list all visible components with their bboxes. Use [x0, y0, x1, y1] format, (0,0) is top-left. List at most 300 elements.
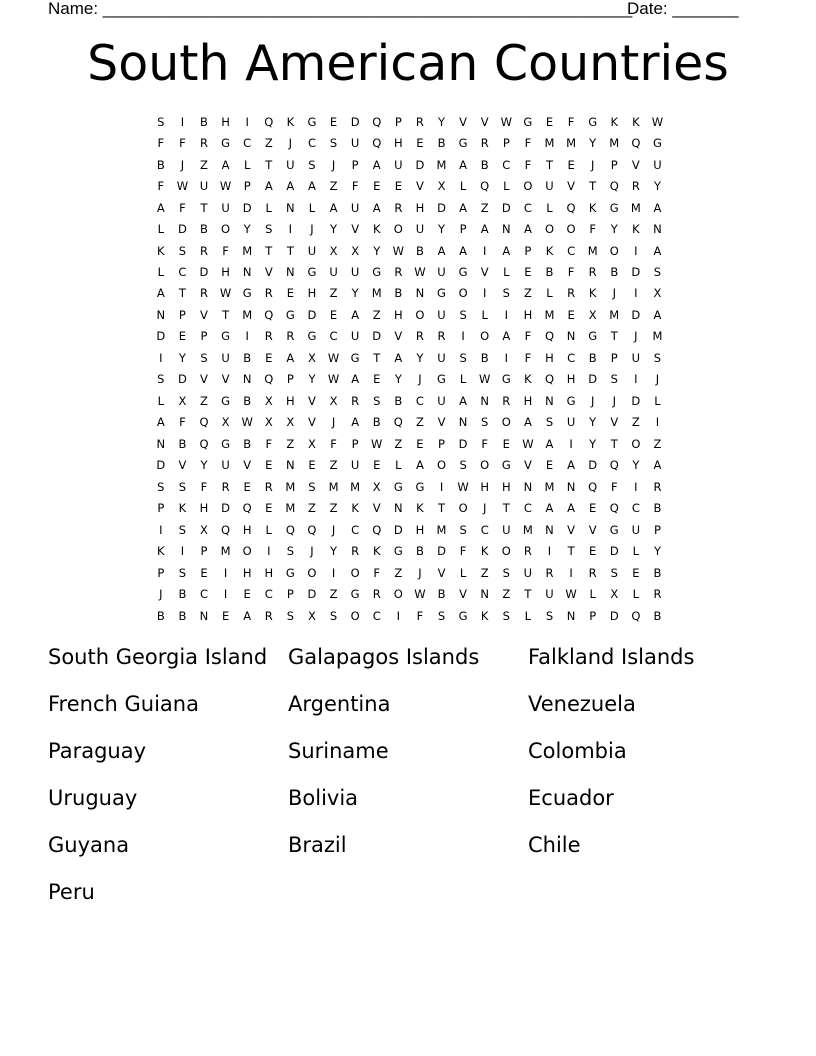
grid-cell[interactable]: E [373, 458, 381, 473]
grid-cell[interactable]: Y [373, 243, 381, 258]
grid-cell[interactable]: A [502, 329, 511, 344]
grid-cell[interactable]: A [523, 415, 532, 430]
grid-cell[interactable]: C [307, 136, 316, 151]
grid-cell[interactable]: A [437, 243, 446, 258]
grid-cell[interactable]: Q [264, 307, 274, 322]
grid-cell[interactable]: B [394, 393, 403, 408]
grid-cell[interactable]: G [221, 436, 231, 451]
grid-cell[interactable]: W [219, 179, 232, 194]
grid-cell[interactable]: A [545, 436, 554, 451]
grid-cell[interactable]: A [459, 243, 468, 258]
grid-cell[interactable]: Q [609, 179, 619, 194]
grid-cell[interactable]: J [310, 222, 314, 237]
grid-cell[interactable]: D [307, 587, 317, 602]
grid-cell[interactable]: B [394, 286, 403, 301]
grid-cell[interactable]: C [631, 501, 640, 516]
grid-cell[interactable]: G [285, 565, 295, 580]
grid-cell[interactable]: I [655, 415, 660, 430]
grid-cell[interactable]: Z [372, 307, 381, 322]
grid-cell[interactable]: V [243, 458, 252, 473]
grid-cell[interactable]: U [437, 307, 446, 322]
grid-cell[interactable]: M [285, 479, 296, 494]
grid-cell[interactable]: W [651, 114, 664, 129]
grid-cell[interactable]: O [501, 415, 511, 430]
grid-cell[interactable]: G [588, 329, 598, 344]
grid-cell[interactable]: C [351, 522, 360, 537]
grid-cell[interactable]: F [157, 179, 165, 194]
grid-cell[interactable]: H [286, 393, 295, 408]
grid-cell[interactable]: O [609, 243, 619, 258]
grid-cell[interactable]: F [567, 265, 575, 280]
grid-cell[interactable]: O [501, 544, 511, 559]
grid-cell[interactable]: L [265, 200, 272, 215]
grid-cell[interactable]: L [157, 393, 164, 408]
grid-cell[interactable]: D [631, 307, 641, 322]
grid-cell[interactable]: C [329, 329, 338, 344]
grid-cell[interactable]: J [331, 415, 336, 430]
grid-cell[interactable]: Q [199, 436, 209, 451]
grid-cell[interactable]: M [630, 200, 641, 215]
grid-cell[interactable]: Q [307, 522, 317, 537]
grid-cell[interactable]: V [610, 415, 619, 430]
grid-cell[interactable]: J [590, 393, 595, 408]
grid-cell[interactable]: I [569, 436, 573, 451]
grid-cell[interactable]: W [500, 114, 512, 129]
grid-cell[interactable]: S [502, 565, 510, 580]
grid-cell[interactable]: V [437, 565, 446, 580]
grid-cell[interactable]: X [329, 393, 338, 408]
grid-cell[interactable]: D [393, 522, 403, 537]
grid-cell[interactable]: V [437, 415, 446, 430]
grid-cell[interactable]: R [653, 479, 662, 494]
grid-cell[interactable]: O [523, 179, 533, 194]
grid-cell[interactable]: S [502, 608, 510, 623]
grid-cell[interactable]: A [308, 179, 316, 194]
grid-cell[interactable]: R [264, 479, 273, 494]
grid-cell[interactable]: C [199, 587, 208, 602]
grid-cell[interactable]: U [566, 415, 576, 430]
grid-cell[interactable]: E [545, 458, 554, 473]
grid-cell[interactable]: T [610, 436, 618, 451]
grid-cell[interactable]: R [351, 393, 360, 408]
grid-cell[interactable]: D [501, 200, 511, 215]
grid-cell[interactable]: T [178, 286, 186, 301]
grid-cell[interactable]: T [545, 157, 553, 172]
grid-cell[interactable]: P [157, 565, 165, 580]
grid-cell[interactable]: I [504, 307, 508, 322]
grid-cell[interactable]: Y [438, 114, 446, 129]
grid-cell[interactable]: E [286, 286, 294, 301]
grid-cell[interactable]: X [437, 179, 446, 194]
grid-cell[interactable]: H [307, 286, 317, 301]
grid-cell[interactable]: W [176, 179, 189, 194]
grid-cell[interactable]: U [523, 565, 533, 580]
grid-cell[interactable]: M [436, 522, 447, 537]
grid-cell[interactable]: G [393, 544, 403, 559]
grid-cell[interactable]: M [652, 329, 663, 344]
grid-cell[interactable]: A [653, 458, 662, 473]
grid-cell[interactable]: L [157, 265, 164, 280]
grid-cell[interactable]: L [503, 265, 510, 280]
grid-cell[interactable]: S [653, 350, 662, 365]
grid-cell[interactable]: R [588, 265, 597, 280]
grid-cell[interactable]: W [219, 286, 232, 301]
grid-cell[interactable]: Z [502, 587, 511, 602]
grid-cell[interactable]: O [436, 458, 447, 473]
grid-cell[interactable]: Z [308, 501, 316, 516]
grid-cell[interactable]: Y [351, 286, 359, 301]
grid-cell[interactable]: S [157, 114, 165, 129]
grid-cell[interactable]: O [480, 329, 490, 344]
grid-cell[interactable]: S [459, 522, 467, 537]
grid-cell[interactable]: F [179, 136, 186, 151]
grid-cell[interactable]: T [373, 350, 381, 365]
grid-cell[interactable]: F [524, 329, 532, 344]
grid-cell[interactable]: F [179, 200, 186, 215]
grid-cell[interactable]: M [242, 243, 253, 258]
grid-cell[interactable]: Q [285, 522, 295, 537]
grid-cell[interactable]: O [458, 501, 468, 516]
grid-cell[interactable]: V [308, 415, 316, 430]
grid-cell[interactable]: Q [372, 522, 382, 537]
grid-cell[interactable]: U [199, 179, 209, 194]
grid-cell[interactable]: E [632, 565, 640, 580]
grid-cell[interactable]: G [221, 136, 231, 151]
grid-cell[interactable]: Y [178, 350, 186, 365]
grid-cell[interactable]: A [459, 200, 468, 215]
grid-cell[interactable]: K [524, 372, 532, 387]
grid-cell[interactable]: D [437, 544, 446, 559]
grid-cell[interactable]: N [480, 393, 489, 408]
grid-cell[interactable]: D [609, 608, 619, 623]
grid-cell[interactable]: U [653, 157, 662, 172]
grid-cell[interactable]: L [503, 179, 510, 194]
grid-cell[interactable]: G [652, 136, 662, 151]
grid-cell[interactable]: D [199, 265, 209, 280]
grid-cell[interactable]: A [653, 307, 662, 322]
grid-cell[interactable]: N [286, 458, 295, 473]
grid-cell[interactable]: N [242, 265, 252, 280]
grid-cell[interactable]: J [418, 565, 422, 580]
grid-cell[interactable]: K [480, 544, 489, 559]
grid-cell[interactable]: B [588, 350, 597, 365]
grid-cell[interactable]: B [178, 436, 187, 451]
grid-cell[interactable]: N [501, 222, 511, 237]
grid-cell[interactable]: N [545, 522, 554, 537]
grid-cell[interactable]: F [222, 243, 229, 258]
grid-cell[interactable]: R [588, 565, 597, 580]
grid-cell[interactable]: J [590, 157, 595, 172]
grid-cell[interactable]: N [566, 479, 576, 494]
grid-cell[interactable]: J [180, 157, 185, 172]
grid-cell[interactable]: H [221, 265, 230, 280]
grid-cell[interactable]: Y [632, 458, 640, 473]
grid-cell[interactable]: S [178, 479, 187, 494]
grid-cell[interactable]: B [653, 501, 662, 516]
grid-cell[interactable]: Q [631, 136, 641, 151]
grid-cell[interactable]: V [372, 501, 381, 516]
grid-cell[interactable]: G [437, 372, 446, 387]
grid-cell[interactable]: M [587, 243, 598, 258]
grid-cell[interactable]: T [222, 307, 230, 322]
grid-cell[interactable]: L [459, 565, 467, 580]
grid-cell[interactable]: E [545, 114, 554, 129]
grid-cell[interactable]: E [265, 350, 273, 365]
grid-cell[interactable]: T [589, 179, 597, 194]
grid-cell[interactable]: O [631, 436, 641, 451]
grid-cell[interactable]: U [307, 243, 317, 258]
grid-cell[interactable]: I [504, 350, 508, 365]
grid-cell[interactable]: V [567, 522, 576, 537]
grid-cell[interactable]: K [632, 222, 640, 237]
grid-cell[interactable]: H [394, 136, 403, 151]
grid-cell[interactable]: J [634, 329, 638, 344]
grid-cell[interactable]: R [394, 200, 403, 215]
grid-cell[interactable]: S [459, 350, 467, 365]
grid-cell[interactable]: L [265, 522, 272, 537]
grid-cell[interactable]: G [501, 372, 511, 387]
grid-cell[interactable]: E [373, 372, 381, 387]
grid-cell[interactable]: E [221, 608, 230, 623]
grid-cell[interactable]: D [242, 200, 252, 215]
grid-cell[interactable]: Q [199, 415, 209, 430]
grid-cell[interactable]: W [522, 436, 534, 451]
grid-cell[interactable]: M [220, 544, 231, 559]
grid-cell[interactable]: X [286, 415, 295, 430]
grid-cell[interactable]: G [350, 350, 360, 365]
grid-cell[interactable]: G [307, 265, 317, 280]
grid-cell[interactable]: A [351, 415, 360, 430]
grid-cell[interactable]: H [415, 522, 425, 537]
grid-cell[interactable]: H [242, 522, 252, 537]
grid-cell[interactable]: P [157, 501, 165, 516]
grid-cell[interactable]: G [437, 286, 446, 301]
grid-cell[interactable]: S [610, 565, 618, 580]
grid-cell[interactable]: Z [329, 587, 338, 602]
grid-cell[interactable]: D [221, 501, 230, 516]
grid-cell[interactable]: L [481, 307, 488, 322]
grid-cell[interactable]: P [438, 436, 445, 451]
grid-cell[interactable]: V [221, 372, 230, 387]
grid-cell[interactable]: A [545, 501, 554, 516]
grid-cell[interactable]: G [415, 479, 425, 494]
grid-cell[interactable]: U [350, 329, 360, 344]
grid-cell[interactable]: I [569, 565, 573, 580]
grid-cell[interactable]: P [200, 329, 208, 344]
grid-cell[interactable]: V [631, 157, 640, 172]
grid-cell[interactable]: D [372, 329, 382, 344]
grid-cell[interactable]: C [567, 243, 576, 258]
grid-cell[interactable]: X [329, 243, 338, 258]
grid-cell[interactable]: S [502, 286, 510, 301]
grid-cell[interactable]: S [481, 415, 489, 430]
grid-cell[interactable]: Z [329, 286, 338, 301]
grid-cell[interactable]: I [180, 544, 185, 559]
grid-cell[interactable]: B [480, 350, 489, 365]
grid-cell[interactable]: Q [544, 329, 555, 344]
grid-cell[interactable]: O [350, 608, 360, 623]
grid-cell[interactable]: T [200, 200, 208, 215]
grid-cell[interactable]: J [159, 587, 163, 602]
grid-cell[interactable]: B [415, 243, 424, 258]
grid-cell[interactable]: V [308, 393, 316, 408]
grid-cell[interactable]: H [523, 307, 533, 322]
grid-cell[interactable]: J [310, 544, 314, 559]
grid-cell[interactable]: P [524, 243, 532, 258]
grid-cell[interactable]: L [459, 179, 467, 194]
grid-cell[interactable]: U [350, 200, 360, 215]
grid-cell[interactable]: S [545, 415, 554, 430]
grid-cell[interactable]: K [588, 286, 597, 301]
grid-cell[interactable]: B [545, 265, 554, 280]
grid-cell[interactable]: A [653, 200, 662, 215]
grid-cell[interactable]: U [545, 587, 554, 602]
grid-cell[interactable]: D [588, 458, 598, 473]
grid-cell[interactable]: X [653, 286, 662, 301]
grid-cell[interactable]: A [243, 608, 252, 623]
grid-cell[interactable]: U [437, 393, 446, 408]
grid-cell[interactable]: U [286, 157, 295, 172]
grid-cell[interactable]: W [327, 372, 340, 387]
grid-cell[interactable]: Z [200, 157, 208, 172]
grid-cell[interactable]: F [481, 436, 489, 451]
grid-cell[interactable]: F [524, 350, 532, 365]
grid-cell[interactable]: E [243, 587, 251, 602]
grid-cell[interactable]: G [242, 286, 252, 301]
grid-cell[interactable]: N [480, 587, 489, 602]
grid-cell[interactable]: O [566, 222, 576, 237]
grid-cell[interactable]: F [157, 136, 165, 151]
grid-cell[interactable]: F [200, 479, 208, 494]
grid-cell[interactable]: Y [416, 350, 424, 365]
grid-cell[interactable]: B [415, 544, 424, 559]
grid-cell[interactable]: C [372, 608, 381, 623]
grid-cell[interactable]: E [589, 544, 597, 559]
grid-cell[interactable]: B [437, 136, 446, 151]
grid-cell[interactable]: Z [286, 436, 295, 451]
grid-cell[interactable]: I [223, 587, 228, 602]
grid-cell[interactable]: I [634, 479, 638, 494]
grid-cell[interactable]: P [610, 157, 618, 172]
grid-cell[interactable]: R [394, 265, 403, 280]
grid-cell[interactable]: H [480, 479, 490, 494]
grid-cell[interactable]: Y [653, 544, 661, 559]
grid-cell[interactable]: X [221, 415, 230, 430]
grid-cell[interactable]: D [156, 458, 166, 473]
grid-cell[interactable]: N [566, 329, 576, 344]
grid-cell[interactable]: I [288, 222, 293, 237]
grid-cell[interactable]: P [351, 436, 359, 451]
grid-cell[interactable]: A [502, 243, 511, 258]
grid-cell[interactable]: R [372, 587, 381, 602]
grid-cell[interactable]: E [265, 501, 273, 516]
grid-cell[interactable]: C [480, 522, 489, 537]
grid-cell[interactable]: Q [372, 136, 382, 151]
grid-cell[interactable]: K [157, 243, 165, 258]
grid-cell[interactable]: B [653, 565, 662, 580]
grid-cell[interactable]: O [415, 307, 425, 322]
grid-cell[interactable]: L [395, 458, 402, 473]
grid-cell[interactable]: F [567, 114, 575, 129]
grid-cell[interactable]: D [177, 372, 187, 387]
grid-cell[interactable]: B [480, 157, 489, 172]
grid-cell[interactable]: I [634, 286, 638, 301]
grid-cell[interactable]: R [264, 286, 273, 301]
grid-cell[interactable]: G [458, 265, 468, 280]
grid-cell[interactable]: X [588, 307, 597, 322]
grid-cell[interactable]: A [567, 458, 576, 473]
grid-cell[interactable]: E [178, 329, 187, 344]
grid-cell[interactable]: Y [653, 179, 661, 194]
grid-cell[interactable]: V [178, 458, 187, 473]
grid-cell[interactable]: Z [523, 286, 532, 301]
grid-cell[interactable]: F [330, 436, 337, 451]
grid-cell[interactable]: J [655, 372, 660, 387]
grid-cell[interactable]: B [372, 415, 381, 430]
grid-cell[interactable]: A [351, 372, 360, 387]
grid-cell[interactable]: R [523, 544, 532, 559]
grid-cell[interactable]: F [459, 544, 467, 559]
grid-cell[interactable]: K [588, 200, 597, 215]
grid-cell[interactable]: Z [329, 458, 338, 473]
grid-cell[interactable]: F [524, 157, 532, 172]
grid-cell[interactable]: D [177, 222, 187, 237]
grid-cell[interactable]: V [200, 372, 208, 387]
grid-cell[interactable]: A [264, 179, 273, 194]
grid-cell[interactable]: A [372, 200, 381, 215]
grid-cell[interactable]: S [286, 544, 295, 559]
grid-cell[interactable]: A [329, 200, 338, 215]
grid-cell[interactable]: Q [609, 501, 619, 516]
grid-cell[interactable]: S [200, 350, 208, 365]
grid-cell[interactable]: I [634, 243, 638, 258]
grid-cell[interactable]: R [480, 136, 489, 151]
grid-cell[interactable]: Y [589, 436, 597, 451]
grid-cell[interactable]: Q [480, 179, 490, 194]
grid-cell[interactable]: A [156, 286, 165, 301]
grid-cell[interactable]: L [632, 544, 640, 559]
grid-cell[interactable]: E [567, 157, 575, 172]
grid-cell[interactable]: D [350, 114, 360, 129]
grid-cell[interactable]: L [546, 200, 553, 215]
grid-cell[interactable]: O [544, 222, 555, 237]
grid-cell[interactable]: H [501, 479, 511, 494]
grid-cell[interactable]: C [502, 157, 511, 172]
grid-cell[interactable]: R [264, 329, 273, 344]
grid-cell[interactable]: I [159, 350, 163, 365]
grid-cell[interactable]: H [394, 307, 403, 322]
grid-cell[interactable]: D [307, 307, 317, 322]
grid-cell[interactable]: G [307, 329, 317, 344]
grid-cell[interactable]: M [566, 136, 577, 151]
grid-cell[interactable]: R [415, 329, 424, 344]
grid-cell[interactable]: M [328, 479, 339, 494]
grid-cell[interactable]: T [438, 501, 446, 516]
grid-cell[interactable]: B [243, 436, 252, 451]
grid-cell[interactable]: O [480, 458, 490, 473]
grid-cell[interactable]: M [371, 286, 382, 301]
grid-cell[interactable]: H [523, 393, 533, 408]
grid-cell[interactable]: S [308, 157, 316, 172]
grid-cell[interactable]: E [243, 479, 251, 494]
grid-cell[interactable]: T [265, 243, 273, 258]
grid-cell[interactable]: P [351, 157, 359, 172]
grid-cell[interactable]: U [329, 265, 338, 280]
grid-cell[interactable]: T [524, 587, 532, 602]
grid-cell[interactable]: Q [609, 458, 619, 473]
grid-cell[interactable]: I [223, 565, 228, 580]
grid-cell[interactable]: D [437, 200, 446, 215]
